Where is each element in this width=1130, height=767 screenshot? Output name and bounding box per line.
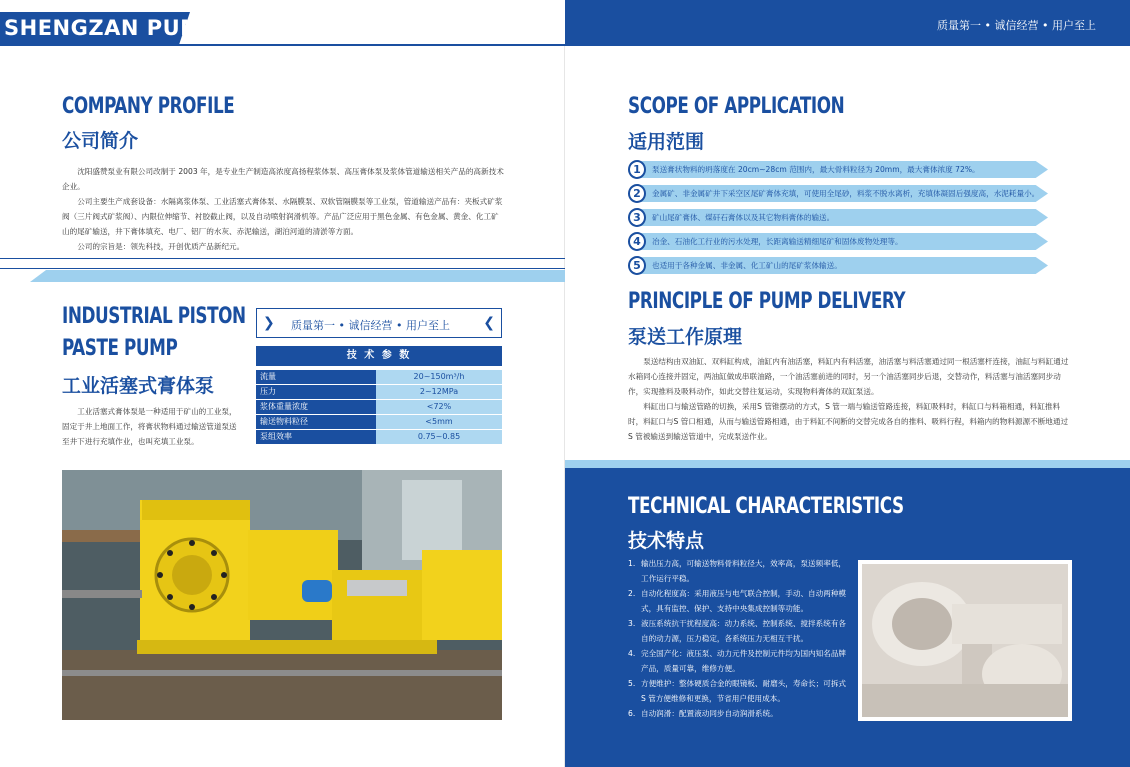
tech-item (628, 676, 848, 706)
scope-number: 5 (628, 256, 646, 275)
scope-list (628, 161, 1048, 281)
chevron-left-icon: ❮ (483, 315, 495, 331)
tech-item (628, 586, 848, 616)
tech-item (628, 646, 848, 676)
slogan-box-text: 质量第一 • 诚信经营 • 用户至上 (291, 319, 450, 332)
param-name: 压力 (256, 385, 376, 399)
company-profile-title-zh: 公司简介 (62, 130, 139, 152)
param-name: 流量 (256, 370, 376, 384)
scope-title-en: SCOPE OF APPLICATION (628, 94, 845, 119)
principle-text (628, 354, 1072, 444)
profile-paragraph: 沈阳盛赞泵业有限公司改制于 2003 年，是专业生产制造高浓度高扬程浆体泵、高压膏体泵及浆体管道输送相关产品的高新技术企业。 (62, 167, 504, 191)
scope-title-zh: 适用范围 (628, 131, 705, 153)
tech-number: 4. (628, 649, 636, 658)
chevron-right-icon: ❯ (263, 315, 275, 331)
profile-paragraph: 公司的宗旨是：领先科技，开创优质产品新纪元。 (77, 242, 245, 251)
scope-text: 矿山尾矿膏体、煤矸石膏体以及其它物料膏体的输送。 (652, 213, 835, 222)
scope-item (628, 161, 1048, 178)
band-line (0, 260, 565, 269)
params-table (256, 370, 502, 445)
scope-item (628, 257, 1048, 274)
tech-text: 液压系统抗干扰程度高：动力系统、控制系统、搅拌系统有各自的动力源，压力稳定，各系统压力无相互干扰。 (641, 619, 847, 643)
scope-number: 3 (628, 208, 646, 227)
tech-title-zh: 技术特点 (628, 530, 705, 552)
params-table-title: 技 术 参 数 (256, 346, 502, 366)
pump-illustration (62, 470, 502, 720)
params-row (256, 400, 502, 414)
brand-name: SHENGZAN PUMP (4, 16, 218, 40)
header-left (0, 0, 565, 46)
param-name: 浆体重量浓度 (256, 400, 376, 414)
tech-text: 方便维护：整体硬质合金的眼镜板、耐磨头，寿命长；可拆式S 管方便维修和更换，节省用户使用成本。 (641, 679, 847, 703)
pump-title-en-1: INDUSTRIAL PISTON (62, 304, 246, 329)
tech-text: 自动润滑：配置液动同步自动润滑系统。 (641, 709, 778, 718)
valve-illustration (862, 564, 1068, 717)
tech-number: 2. (628, 589, 636, 598)
tech-number: 5. (628, 679, 636, 688)
tech-text: 完全国产化：液压泵、动力元件及控制元件均为国内知名品牌产品，质量可靠，维修方便。 (641, 649, 847, 673)
header-slogan: 质量第一 • 诚信经营 • 用户至上 (937, 19, 1096, 32)
param-value: <72% (376, 400, 502, 414)
param-name: 泵组效率 (256, 430, 376, 444)
principle-title-en: PRINCIPLE OF PUMP DELIVERY (628, 289, 906, 314)
scope-item (628, 185, 1048, 202)
tech-title-en: TECHNICAL CHARACTERISTICS (628, 494, 904, 519)
scope-text: 金属矿、非金属矿井下采空区尾矿膏体充填，可使用全尾砂，料浆不脱水离析，充填体凝固后强度高，水泥耗量小。 (652, 189, 1040, 198)
tech-item (628, 706, 848, 721)
tech-number: 1. (628, 559, 636, 568)
principle-paragraph: 料缸出口与输送管路的切换，采用S 管锥摆动的方式，S 管一端与输送管路连接，料缸吸料时，料缸口与料箱相通，料缸推料时，料缸口与S 管口相通，从而与输送管路相通，由于料缸不间断的交替完成各自的推料、吸料行程，料箱内的物料源源不断地通过S 管被输送到输送管道中，完成泵送作业。 (628, 402, 1069, 441)
scope-item (628, 209, 1048, 226)
tech-item (628, 616, 848, 646)
params-row (256, 415, 502, 429)
tech-photo (862, 564, 1068, 717)
scope-number: 2 (628, 184, 646, 203)
pump-title-en-2: PASTE PUMP (62, 336, 178, 361)
principle-paragraph: 泵送结构由双油缸、双料缸构成，油缸内有油活塞，料缸内有料活塞，油活塞与料活塞通过同一根活塞杆连接，油缸与料缸通过水箱同心连接并固定，两油缸做成串联油路，一个油活塞前进的同时，另一个油活塞同步后退，交替动作，料活塞与油活塞同步动作，实现推料及吸料动作，如此交替往复运动，实现物料膏体的双缸泵送。 (628, 357, 1069, 396)
tech-item (628, 556, 848, 586)
scope-text: 也适用于各种金属、非金属、化工矿山的尾矿浆体输送。 (652, 261, 842, 270)
pump-photo (62, 470, 502, 720)
header-rule (0, 44, 565, 46)
param-value: 20~150m³/h (376, 370, 502, 384)
param-value: 2~12MPa (376, 385, 502, 399)
tech-number: 6. (628, 709, 636, 718)
tech-photo-frame (858, 560, 1072, 721)
scope-text: 冶金、石油化工行业的污水处理，长距离输送精细尾矿和固体废物处理等。 (652, 237, 903, 246)
profile-divider-band (0, 258, 565, 282)
scope-number: 4 (628, 232, 646, 251)
params-row (256, 385, 502, 399)
pump-description: 工业活塞式膏体泵是一种适用于矿山的工业泵，固定于井上地面工作，将膏状物料通过输送管道泵送至井下进行充填作业，也叫充填工业泵。 (62, 407, 237, 446)
tech-top-band (565, 460, 1130, 468)
tech-text: 输出压力高，可输送物料骨料粒径大，效率高，泵送频率低，工作运行平稳。 (641, 559, 847, 583)
pump-title-zh: 工业活塞式膏体泵 (62, 375, 215, 397)
company-profile-text (62, 164, 506, 254)
band-fill (30, 270, 565, 282)
params-row (256, 370, 502, 384)
tech-text: 自动化程度高：采用液压与电气联合控制，手动、自动两种模式，具有监控、保护、支持中央集成控制等功能。 (641, 589, 847, 613)
company-profile-title-en: COMPANY PROFILE (62, 94, 235, 119)
param-value: 0.75~0.85 (376, 430, 502, 444)
scope-number: 1 (628, 160, 646, 179)
param-value: <5mm (376, 415, 502, 429)
profile-paragraph: 公司主要生产成套设备：水隔离浆体泵、工业活塞式膏体泵、水隔膜泵、双软管隔膜泵等工业泵，管道输送产品有：夹板式矿浆阀（三片阀式矿浆阀）、内限位伸缩节、衬胶截止阀，以及自动喷射润滑机等。产品广泛应用于黑色金属、有色金属、黄金、化工矿山的尾矿输送，井下膏体填充、电厂、铝厂的水灰、赤泥输送，湖泊河道的清淤等方面。 (62, 197, 503, 236)
tech-number: 3. (628, 619, 636, 628)
scope-item (628, 233, 1048, 250)
scope-text: 泵送膏状物料的坍落度在 20cm~28cm 范围内，最大骨料粒径为 20mm，最大膏体浓度 72%。 (652, 165, 980, 174)
tech-list (628, 556, 848, 721)
header-right (565, 0, 1130, 46)
principle-title-zh: 泵送工作原理 (628, 326, 743, 348)
params-row (256, 430, 502, 444)
slogan-box (256, 308, 502, 338)
param-name: 输送物料粒径 (256, 415, 376, 429)
